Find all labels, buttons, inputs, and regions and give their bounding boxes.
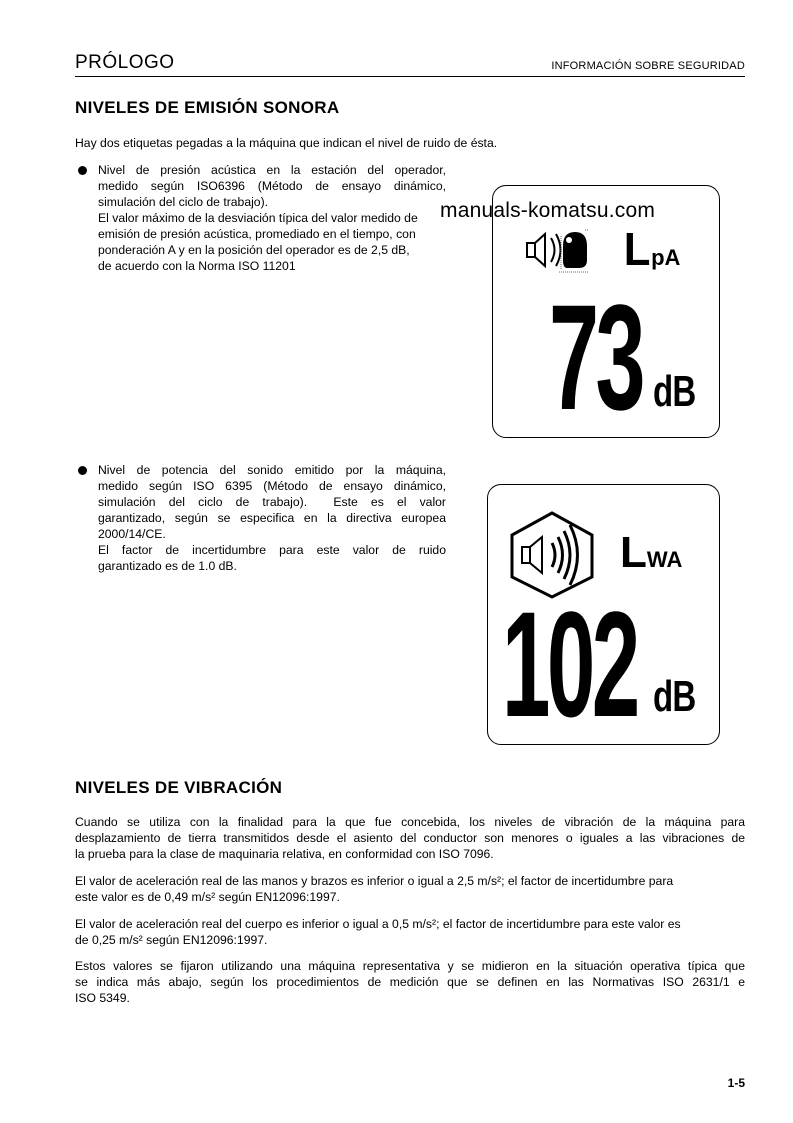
noise-heading: NIVELES DE EMISIÓN SONORA bbox=[75, 98, 340, 117]
vibration-para-3 bbox=[75, 916, 745, 948]
noise-intro: Hay dos etiquetas pegadas a la máquina que indican el nivel de ruido de ésta. bbox=[75, 136, 498, 150]
vibration-line: ISO 5349. bbox=[75, 991, 130, 1005]
lpa-symbol bbox=[623, 223, 703, 275]
lwa-unit: dB bbox=[653, 672, 696, 721]
lpa-symbol-sub: pA bbox=[651, 245, 681, 270]
bullet2-line: El factor de incertidumbre para este valor de ruido bbox=[98, 543, 446, 557]
vibration-line: se indica más abajo, según los procedimientos de medición que se definen en las Normativas ISO 2631/1 e bbox=[75, 975, 745, 989]
lpa-value: 73 bbox=[549, 273, 642, 441]
bullet-text-lpa bbox=[98, 162, 446, 274]
noise-label-lwa bbox=[487, 484, 720, 748]
bullet2-line: medido según ISO 6395 (Método de ensayo dinámico, bbox=[98, 479, 446, 493]
bullet1-line: de acuerdo con la Norma ISO 11201 bbox=[98, 259, 296, 273]
bullet-icon bbox=[78, 466, 87, 475]
bullet1-line: medido según ISO6396 (Método de ensayo dinámico, bbox=[98, 179, 446, 193]
page-number: 1-5 bbox=[727, 1076, 745, 1090]
sound-waves-icon bbox=[552, 525, 578, 585]
vibration-line: Estos valores se fijaron utilizando una máquina representativa y se midieron en la situación operativa típica que bbox=[75, 959, 745, 973]
bullet1-line: Nivel de presión acústica en la estación del operador, bbox=[98, 163, 446, 177]
bullet1-line: El valor máximo de la desviación típica del valor medido de bbox=[98, 211, 418, 225]
bullet-icon bbox=[78, 166, 87, 175]
bullet-text-lwa bbox=[98, 462, 446, 574]
bullet1-line: emisión de presión acústica, promediado en el tiempo, con bbox=[98, 227, 416, 241]
lwa-symbol bbox=[620, 528, 710, 577]
bullet2-line: 2000/14/CE. bbox=[98, 527, 166, 541]
vibration-heading: NIVELES DE VIBRACIÓN bbox=[75, 778, 283, 797]
bullet2-line: garantizado, según se especifica en la directiva europea bbox=[98, 511, 446, 525]
lwa-symbol-sub: WA bbox=[646, 547, 683, 572]
operator-head-icon bbox=[559, 230, 589, 272]
bullet2-line: simulación del ciclo de trabajo). Este es el valor bbox=[98, 495, 446, 509]
header-section-title: PRÓLOGO bbox=[75, 52, 175, 73]
vibration-para-4 bbox=[75, 958, 745, 1006]
lwa-symbol-main: L bbox=[620, 528, 647, 577]
vibration-line: de 0,25 m/s² según EN12096:1997. bbox=[75, 933, 268, 947]
bullet2-line: Nivel de potencia del sonido emitido por la máquina, bbox=[98, 463, 446, 477]
lpa-unit: dB bbox=[653, 367, 696, 416]
speaker-icon bbox=[523, 226, 593, 276]
watermark: manuals-komatsu.com bbox=[440, 199, 656, 222]
lwa-value: 102 bbox=[502, 580, 637, 748]
lpa-symbol-main: L bbox=[623, 223, 651, 275]
vibration-para-2 bbox=[75, 873, 745, 905]
bullet1-line: ponderación A y en la posición del operador es de 2,5 dB, bbox=[98, 243, 410, 257]
vibration-line: la prueba para la clase de maquinaria relativa, en conformidad con ISO 7096. bbox=[75, 847, 494, 861]
speaker-icon bbox=[522, 537, 542, 573]
vibration-para-1 bbox=[75, 814, 745, 862]
header-chapter-title: INFORMACIÓN SOBRE SEGURIDAD bbox=[551, 60, 745, 72]
bullet1-line: simulación del ciclo de trabajo). bbox=[98, 195, 269, 209]
vibration-line: este valor es de 0,49 m/s² según EN12096:1997. bbox=[75, 890, 340, 904]
vibration-line: El valor de aceleración real de las manos y brazos es inferior o igual a 2,5 m/s²; el factor de incertidumbre para bbox=[75, 874, 674, 888]
bullet2-line: garantizado es de 1.0 dB. bbox=[98, 559, 237, 573]
vibration-line: El valor de aceleración real del cuerpo es inferior o igual a 0,5 m/s²; el factor de incertidumbre para este valor es bbox=[75, 917, 681, 931]
header-divider bbox=[75, 76, 745, 77]
vibration-line: Cuando se utiliza con la finalidad para la que fue concebida, los niveles de vibración de la máquina para bbox=[75, 815, 745, 829]
vibration-line: desplazamiento de tierra transmitidos desde el asiento del conductor son menores o iguales a las vibraciones de bbox=[75, 831, 745, 845]
